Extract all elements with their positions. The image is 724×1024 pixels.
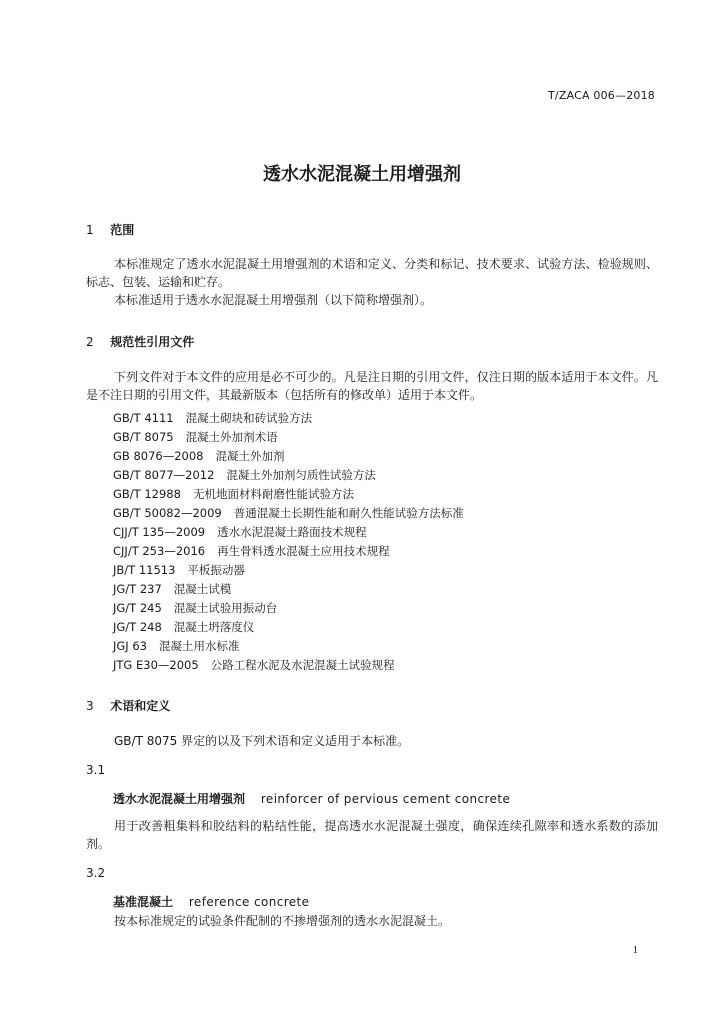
terms-intro: GB/T 8075 界定的以及下列术语和定义适用于本标准。 [114,734,410,748]
section-heading-scope [86,221,134,238]
reference-item: CJJ/T 135—2009 透水水泥混凝土路面技术规程 [113,525,367,539]
reference-item: JG/T 248 混凝土坍落度仪 [113,620,255,634]
reference-item: JG/T 245 混凝土试验用振动台 [113,601,278,615]
section-heading-terms [86,697,170,714]
standard-code: T/ZACA 006—2018 [548,89,655,102]
reference-item: GB/T 12988 无机地面材料耐磨性能试验方法 [113,487,354,501]
term-entry [113,790,510,807]
section-heading-references [86,333,194,350]
section-number: 3 [86,699,94,713]
term-definition: 按本标准规定的试验条件配制的不掺增强剂的透水水泥混凝土。 [114,914,451,928]
scope-paragraph-1: 本标准规定了透水水泥混凝土用增强剂的术语和定义、分类和标记、技术要求、试验方法、检验规则、标志、包装、运输和贮存。 [86,257,658,289]
reference-item: GB/T 8075 混凝土外加剂术语 [113,430,278,444]
term-chinese: 透水水泥混凝土用增强剂 [113,792,246,806]
reference-item: GB/T 4111 混凝土砌块和砖试验方法 [113,411,313,425]
term-english: reinforcer of pervious cement concrete [260,792,511,806]
reference-item: JGJ 63 混凝土用水标准 [113,639,240,653]
reference-item: JTG E30—2005 公路工程水泥及水泥混凝土试验规程 [113,658,395,672]
reference-item: GB/T 8077—2012 混凝土外加剂匀质性试验方法 [113,468,376,482]
reference-item: GB/T 50082—2009 普通混凝土长期性能和耐久性能试验方法标准 [113,506,464,520]
section-title: 规范性引用文件 [110,335,195,349]
page-number: 1 [632,944,638,956]
scope-paragraph-2: 本标准适用于透水水泥混凝土用增强剂（以下简称增强剂）。 [114,293,433,307]
section-title: 范围 [110,223,135,237]
term-entry [113,893,309,910]
section-number: 1 [86,223,94,237]
reference-item: JB/T 11513 平板振动器 [113,563,245,577]
document-title: 透水水泥混凝土用增强剂 [263,164,461,185]
references-intro: 下列文件对于本文件的应用是必不可少的。凡是注日期的引用文件，仅注日期的版本适用于本文件。凡是不注日期的引用文件，其最新版本（包括所有的修改单）适用于本文件。 [86,370,658,402]
term-english: reference concrete [188,895,310,909]
reference-item: GB 8076—2008 混凝土外加剂 [113,449,285,463]
term-definition: 用于改善粗集料和胶结料的粘结性能，提高透水水泥混凝土强度，确保连续孔隙率和透水系数的添加剂。 [86,819,658,851]
term-chinese: 基准混凝土 [113,895,174,909]
reference-item: JG/T 237 混凝土试模 [113,582,232,596]
clause-number: 3.2 [86,866,106,880]
clause-number: 3.1 [86,763,106,777]
section-number: 2 [86,335,94,349]
section-title: 术语和定义 [110,699,171,713]
reference-item: CJJ/T 253—2016 再生骨料透水混凝土应用技术规程 [113,544,390,558]
